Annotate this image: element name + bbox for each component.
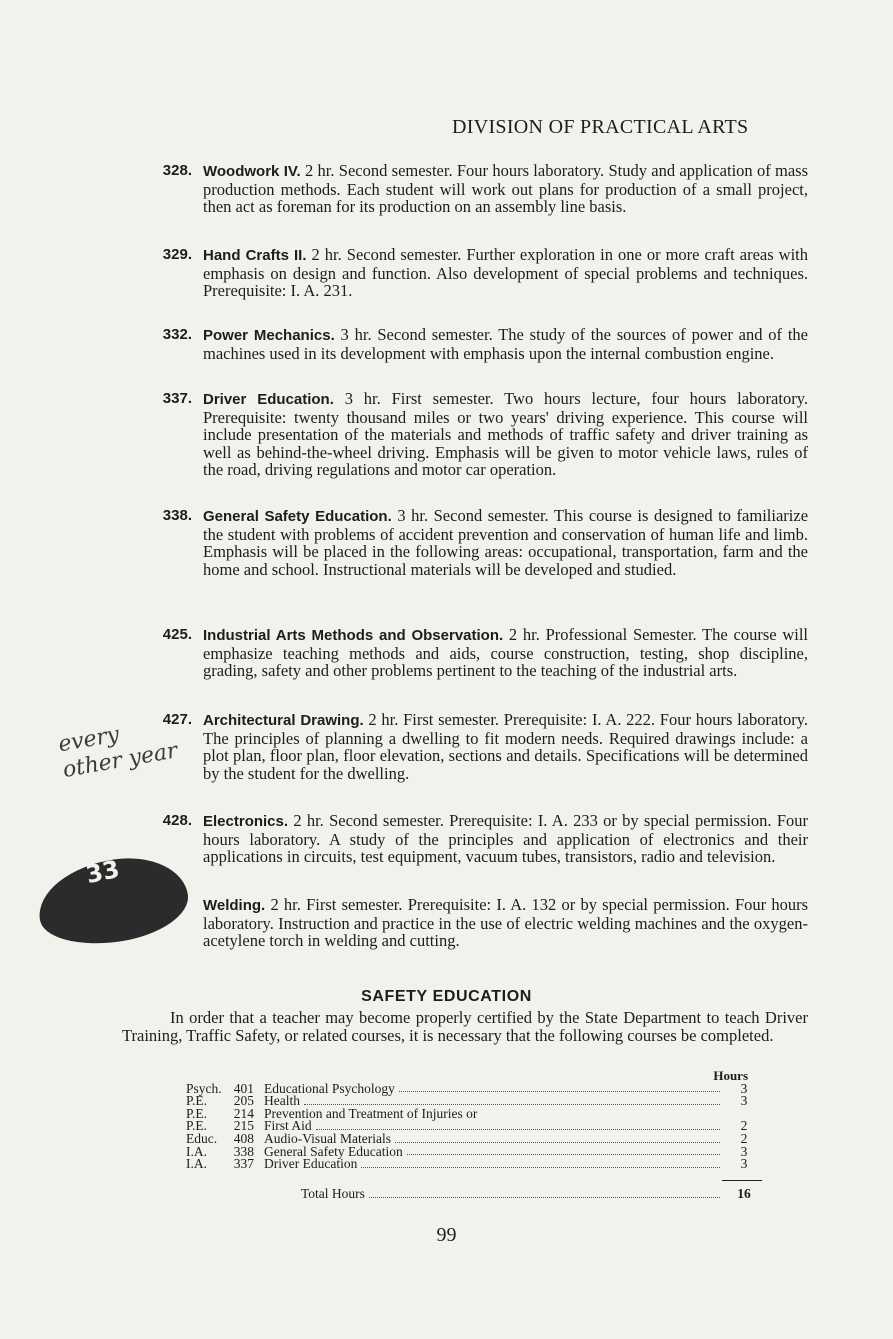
dot-leader bbox=[361, 1167, 720, 1168]
number-cell: 337 bbox=[233, 1156, 254, 1172]
course-title: Architectural Drawing. bbox=[203, 712, 364, 729]
hours-cell: 3 bbox=[740, 1093, 748, 1109]
course-title: Electronics. bbox=[203, 813, 289, 830]
course-title: General Safety Education. bbox=[203, 508, 392, 525]
course-cell: Driver Education bbox=[264, 1156, 358, 1172]
course-entry-427 bbox=[140, 711, 808, 782]
page-number: 99 bbox=[436, 1224, 457, 1246]
course-description: 2 hr. Second semester. Further exploration in one or more craft areas with emphasis on design and function. Also development of special problems and techniques. Prerequisite: I. A. 231. bbox=[203, 245, 809, 301]
page-header: DIVISION OF PRACTICAL ARTS bbox=[452, 116, 749, 138]
course-entry-428 bbox=[140, 812, 808, 866]
course-entry-328 bbox=[140, 162, 808, 216]
dot-leader bbox=[369, 1186, 720, 1198]
number-cell: 338 bbox=[233, 1143, 254, 1159]
number-cell: 215 bbox=[233, 1118, 254, 1134]
number-cell: 408 bbox=[233, 1130, 254, 1146]
dot-leader bbox=[304, 1104, 720, 1105]
number-cell: 401 bbox=[233, 1080, 254, 1096]
course-cell: First Aid bbox=[264, 1118, 312, 1134]
hours-cell: 2 bbox=[740, 1118, 748, 1134]
hours-column-header: Hours bbox=[713, 1068, 748, 1083]
dot-leader bbox=[399, 1091, 720, 1092]
course-number: 332. bbox=[162, 326, 192, 343]
course-title: Driver Education. bbox=[203, 391, 334, 408]
hours-cell: 3 bbox=[740, 1143, 748, 1159]
course-number: 337. bbox=[162, 390, 192, 407]
total-hours: 16 bbox=[737, 1186, 751, 1201]
course-description: 2 hr. First semester. Prerequisite: I. A. 132 or by special permission. Four hours laboratory. Instruction and practice in the use of electric welding machines and the oxygen-acetylene torch in welding and cutting. bbox=[203, 895, 809, 951]
section-intro: In order that a teacher may become properly certified by the State Department to teach Driver Training, Traffic Safety, or related courses, it is necessary that the following courses be completed. bbox=[122, 1008, 808, 1045]
course-description: 3 hr. First semester. Two hours lecture, four hours laboratory. Prerequisite: twenty thousand miles or two years' driving experience. This course will include presentation of the materials and methods of traffic safety and driver training as well as behind-the-wheel driving. Emphasis will be given to motor vehicle laws, rules of the road, driving regulations and motor car operation. bbox=[203, 389, 809, 480]
dept-cell: I.A. bbox=[186, 1143, 207, 1159]
course-number: 425. bbox=[162, 626, 192, 643]
dept-cell: I.A. bbox=[186, 1156, 207, 1172]
course-description: 2 hr. First semester. Prerequisite: I. A. 222. Four hours laboratory. The principles of planning a dwelling to fit modern needs. Required drawings include: a plot plan, floor plan, floor elevation, sections and details. Specifications will be determined by the student for the dwelling. bbox=[203, 710, 808, 783]
course-description: 2 hr. Professional Semester. The course will emphasize teaching methods and aids, course construction, testing, shop discipline, grading, safety and other problems pertinent to the teaching of the industrial arts. bbox=[203, 625, 808, 681]
course-cell: Audio-Visual Materials bbox=[264, 1130, 392, 1146]
dot-leader bbox=[395, 1142, 720, 1143]
dept-cell: P.E. bbox=[186, 1118, 208, 1134]
course-title: Industrial Arts Methods and Observation. bbox=[203, 627, 504, 644]
section-title: SAFETY EDUCATION bbox=[361, 988, 532, 1005]
handwritten-number: 33 bbox=[83, 854, 122, 890]
course-cell: Educational Psychology bbox=[264, 1080, 395, 1096]
course-number: 428. bbox=[162, 812, 192, 829]
dept-cell: Educ. bbox=[186, 1130, 218, 1146]
course-entry-337 bbox=[140, 390, 808, 479]
course-entry-332 bbox=[140, 326, 808, 362]
hours-cell: 2 bbox=[740, 1130, 748, 1146]
requirements-table bbox=[186, 1070, 764, 1171]
course-description: 3 hr. Second semester. This course is designed to familiarize the student with problems of accident prevention and conservation of human life and limb. Emphasis will be placed in the following areas: occupational, transportation, farm and the home and school. Instructional materials will be developed and studied. bbox=[203, 506, 809, 579]
course-title: Hand Crafts II. bbox=[203, 247, 307, 264]
number-cell: 214 bbox=[233, 1105, 254, 1121]
dept-cell: Psych. bbox=[186, 1080, 222, 1096]
course-description: 2 hr. Second semester. Prerequisite: I. A. 233 or by special permission. Four hours laboratory. A study of the principles and application of electronics and their applications in circuits, test equipment, vacuum tubes, transistors, radio and television. bbox=[203, 811, 808, 867]
course-number: 427. bbox=[162, 711, 192, 728]
course-entry-welding bbox=[140, 896, 808, 950]
dot-leader bbox=[316, 1129, 720, 1130]
course-title: Woodwork IV. bbox=[203, 163, 301, 180]
course-entry-425 bbox=[140, 626, 808, 680]
course-number: 328. bbox=[162, 162, 192, 179]
dept-cell: P.E. bbox=[186, 1093, 208, 1109]
course-cell: Prevention and Treatment of Injuries or bbox=[264, 1105, 478, 1121]
course-description: 2 hr. Second semester. Four hours laboratory. Study and application of mass production methods. Each student will work out plans for production of a small project, then act as foreman for its production on an assembly line basis. bbox=[203, 161, 809, 217]
hours-cell: 3 bbox=[740, 1156, 748, 1172]
handwritten-note: every other year bbox=[56, 722, 180, 784]
total-label: Total Hours bbox=[301, 1186, 365, 1201]
table-row bbox=[186, 1158, 764, 1171]
course-title: Power Mechanics. bbox=[203, 327, 335, 344]
number-cell: 205 bbox=[233, 1093, 254, 1109]
course-description: 3 hr. Second semester. The study of the sources of power and of the machines used in its development with emphasis upon the internal combustion engine. bbox=[203, 325, 808, 363]
course-cell: General Safety Education bbox=[264, 1143, 403, 1159]
dept-cell: P.E. bbox=[186, 1105, 208, 1121]
course-cell: Health bbox=[264, 1093, 300, 1109]
course-entry-329 bbox=[140, 246, 808, 300]
hours-cell: 3 bbox=[740, 1080, 748, 1096]
total-rule bbox=[722, 1180, 762, 1181]
course-number: 338. bbox=[162, 507, 192, 524]
dot-leader bbox=[407, 1154, 720, 1155]
course-number: 329. bbox=[162, 246, 192, 263]
course-entry-338 bbox=[140, 507, 808, 578]
course-title: Welding. bbox=[203, 897, 266, 914]
total-row bbox=[301, 1186, 764, 1202]
